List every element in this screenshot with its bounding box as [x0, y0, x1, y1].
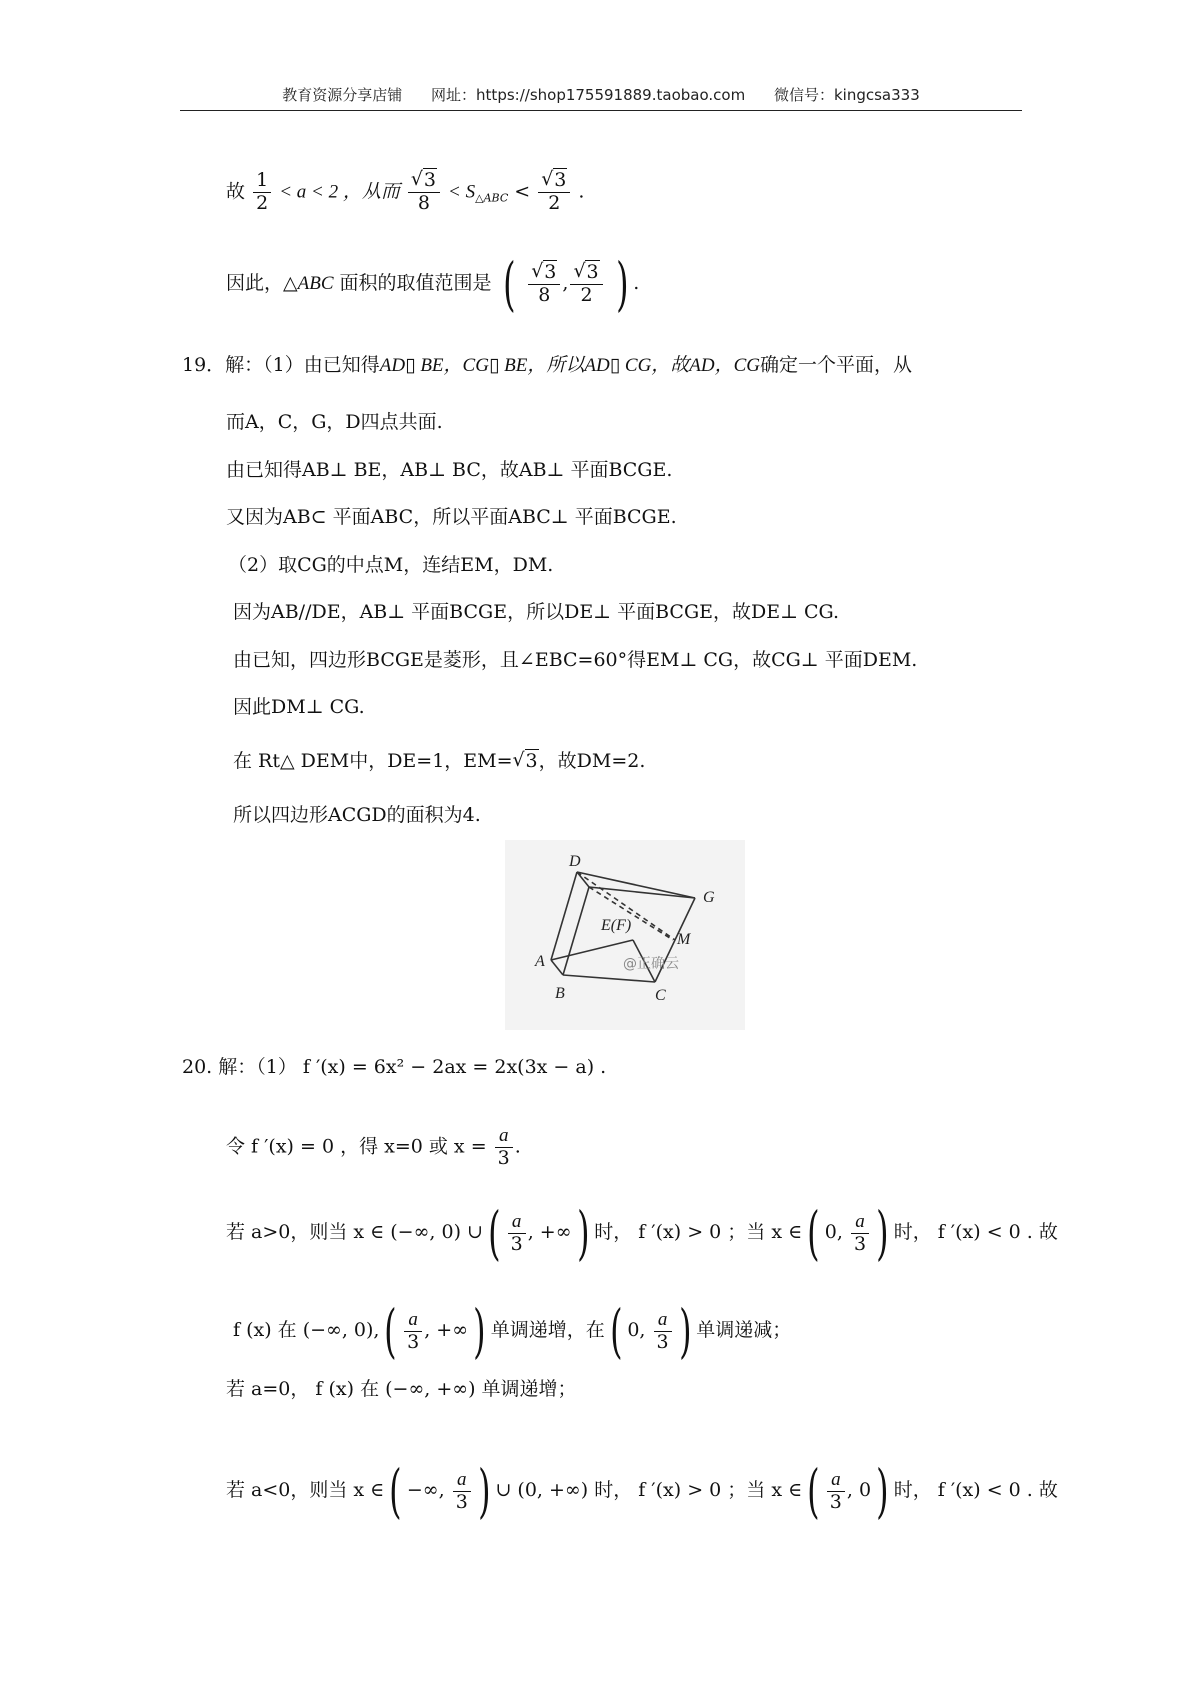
header-wechat: 微信号：kingcsa333 — [773, 86, 920, 104]
label-ef: E(F) — [601, 917, 632, 934]
fraction: $\frac{a}{3}$ — [508, 1211, 526, 1256]
q19-line: 由已知，四边形BCGE是菱形，且∠EBC=60°得EM⊥ CG，故CG⊥ 平面DEM. — [233, 649, 918, 671]
text-line: 故 $\frac{1}{2}$ < a < 2 ，从而 √ $\frac{3}{8}$ < $S_{\triangle ABC}$ < √ $\frac{3}{2}$ . — [226, 170, 584, 215]
q19-line: （2）取CG的中点M，连结EM，DM. — [228, 554, 554, 576]
q20-line: 若 a>0，则当 x ∈ (−∞, 0) ∪( $\frac{a}{3}$ , +∞) 时， f ′(x) > 0 ；当 x ∈( 0, $\frac{a}{3}$ ) 时， f ′(x) < 0 . 故 — [226, 1199, 1058, 1267]
header-rule — [180, 110, 1022, 111]
q20-line: 若 a=0， f (x) 在 (−∞, +∞) 单调递增； — [226, 1378, 577, 1400]
q19-line: 由已知得AB⊥ BE，AB⊥ BC，故AB⊥ 平面BCGE. — [226, 459, 673, 481]
header-shop: 教育资源分享店铺 — [282, 86, 403, 104]
q19-line: 因此DM⊥ CG. — [233, 696, 365, 718]
fraction: $\frac{1}{2}$ — [253, 170, 271, 215]
fraction: $\frac{a}{3}$ — [851, 1211, 869, 1256]
q19-line: 而A，C，G，D四点共面. — [226, 411, 443, 433]
header-url: 网址：https://shop175591889.taobao.com — [431, 86, 746, 104]
q20-line: f (x) 在 (−∞, 0),( $\frac{a}{3}$ , +∞) 单调递增，在( 0, $\frac{a}{3}$ ) 单调递减； — [233, 1297, 792, 1365]
fraction: $\frac{a}{3}$ — [495, 1125, 513, 1170]
watermark: @正确云 — [623, 956, 679, 972]
label-a: A — [535, 953, 545, 970]
q19-line: 又因为AB⊂ 平面ABC，所以平面ABC⊥ 平面BCGE. — [226, 506, 677, 528]
fraction: $\frac{a}{3}$ — [453, 1469, 471, 1514]
q19-line: 19．解：（1）由已知得AD▯ BE，CG▯ BE，所以AD▯ CG，故AD，CG确定一个平面，从 — [182, 354, 913, 376]
fraction: √ $\frac{3}{8}$ — [408, 170, 440, 215]
page-header — [180, 84, 1022, 105]
fraction: √ $\frac{3}{2}$ — [570, 262, 602, 307]
label-m: M — [677, 931, 691, 948]
fraction: $\frac{a}{3}$ — [404, 1309, 422, 1354]
text-line: 因此，△ABC 面积的取值范围是 ( √ $\frac{3}{8}$ , √ $\frac{3}{2}$ ) . — [226, 255, 639, 313]
q20-line: 若 a<0，则当 x ∈( −∞, $\frac{a}{3}$ ) ∪ (0, +∞) 时， f ′(x) > 0 ；当 x ∈( $\frac{a}{3}$ , 0) 时， f ′(x) < 0 . 故 — [226, 1457, 1058, 1525]
q19-line: 因为AB//DE，AB⊥ 平面BCGE，所以DE⊥ 平面BCGE，故DE⊥ CG. — [233, 601, 840, 623]
label-b: B — [555, 985, 565, 1002]
prism-diagram — [505, 840, 745, 1030]
fraction: √ $\frac{3}{8}$ — [528, 262, 560, 307]
label-c: C — [655, 987, 666, 1004]
label-g: G — [703, 889, 715, 906]
label-d: D — [569, 853, 581, 870]
q19-line: 所以四边形ACGD的面积为4. — [233, 804, 481, 826]
fraction: $\frac{a}{3}$ — [827, 1469, 845, 1514]
q20-line: 令 f ′(x) = 0 ，得 x=0 或 x = $\frac{a}{3}$ . — [226, 1125, 521, 1169]
q19-line: 在 Rt△ DEM中，DE=1，EM=√ 3，故DM=2. — [233, 752, 645, 771]
q20-line: 20. 解：（1） f ′(x) = 6x² − 2ax = 2x(3x − a) . — [182, 1056, 607, 1078]
geometry-figure — [505, 840, 745, 1030]
fraction: $\frac{a}{3}$ — [654, 1309, 672, 1354]
fraction: √ $\frac{3}{2}$ — [538, 170, 570, 215]
